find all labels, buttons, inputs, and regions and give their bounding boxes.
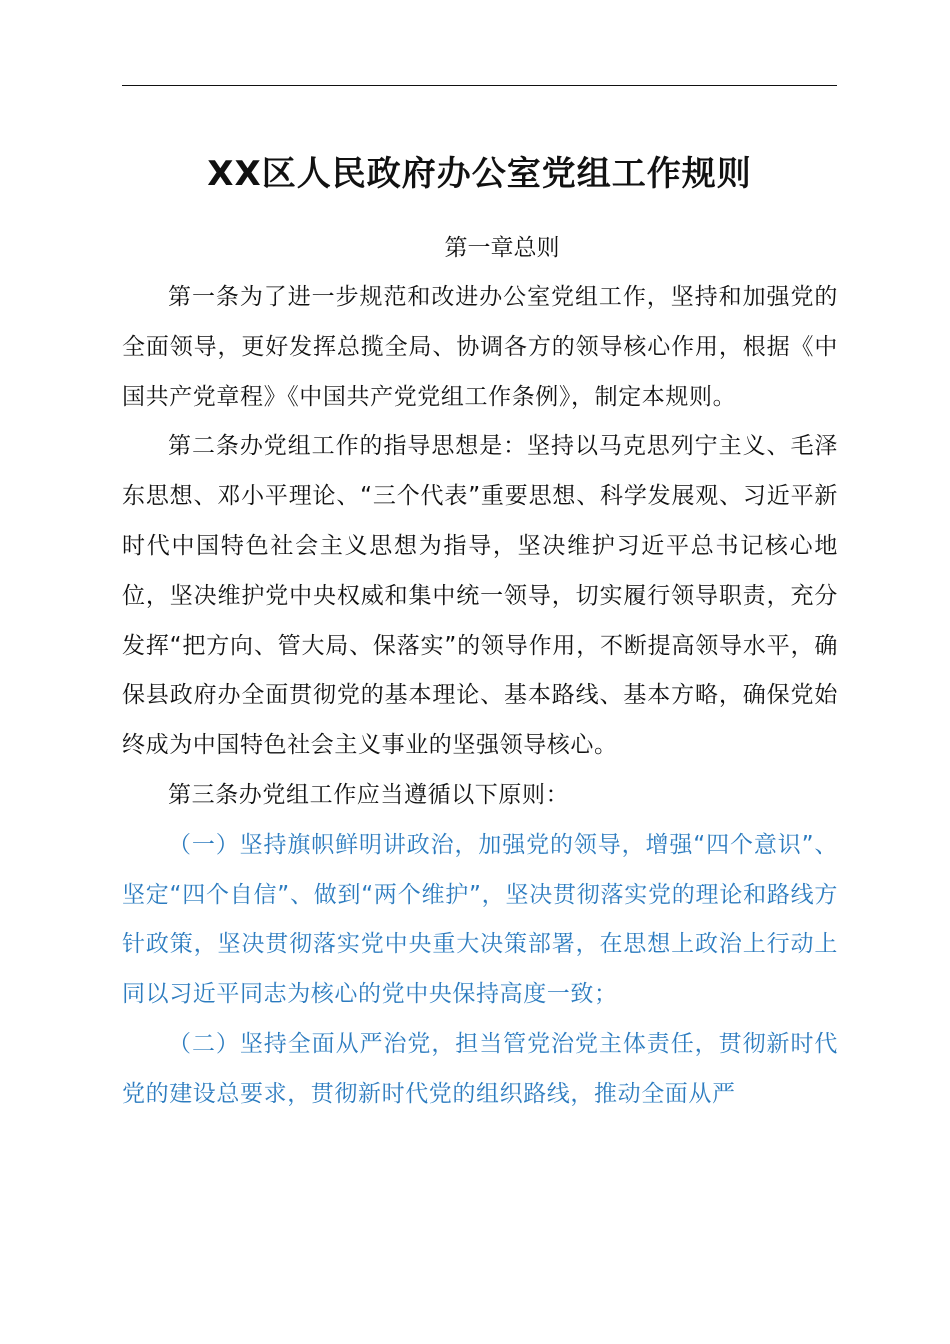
article-2: 第二条办党组工作的指导思想是：坚持以马克思列宁主义、毛泽东思想、邓小平理论、“三个代表”重要思想、科学发展观、习近平新时代中国特色社会主义思想为指导，坚决维护习近平总书记核心地位，坚决维护党中央权威和集中统一领导，切实履行领导职责，充分发挥“把方向、管大局、保落实”的领导作用，不断提高领导水平，确保县政府办全面贯彻党的基本理论、基本路线、基本方略，确保党始终成为中国特色社会主义事业的坚强领导核心。 bbox=[122, 433, 838, 759]
article-3: 第三条办党组工作应当遵循以下原则： bbox=[168, 781, 570, 808]
article-1: 第一条为了进一步规范和改进办公室党组工作，坚持和加强党的全面领导，更好发挥总揽全局、协调各方的领导核心作用，根据《中国共产党章程》《中国共产党党组工作条例》，制定本规则。 bbox=[122, 284, 838, 410]
principle-2: （二）坚持全面从严治党，担当管党治党主体责任，贯彻新时代党的建设总要求，贯彻新时代党的组织路线，推动全面从严 bbox=[122, 1030, 838, 1107]
header-rule bbox=[122, 85, 837, 86]
document-body bbox=[122, 273, 838, 1120]
document-title: XX区人民政府办公室党组工作规则 bbox=[207, 154, 752, 194]
chapter-heading: 第一章总则 bbox=[444, 235, 560, 261]
principle-1: （一）坚持旗帜鲜明讲政治，加强党的领导，增强“四个意识”、坚定“四个自信”、做到“两个维护”，坚决贯彻落实党的理论和路线方针政策，坚决贯彻落实党中央重大决策部署，在思想上政治上行动上同以习近平同志为核心的党中央保持高度一致； bbox=[122, 831, 838, 1008]
